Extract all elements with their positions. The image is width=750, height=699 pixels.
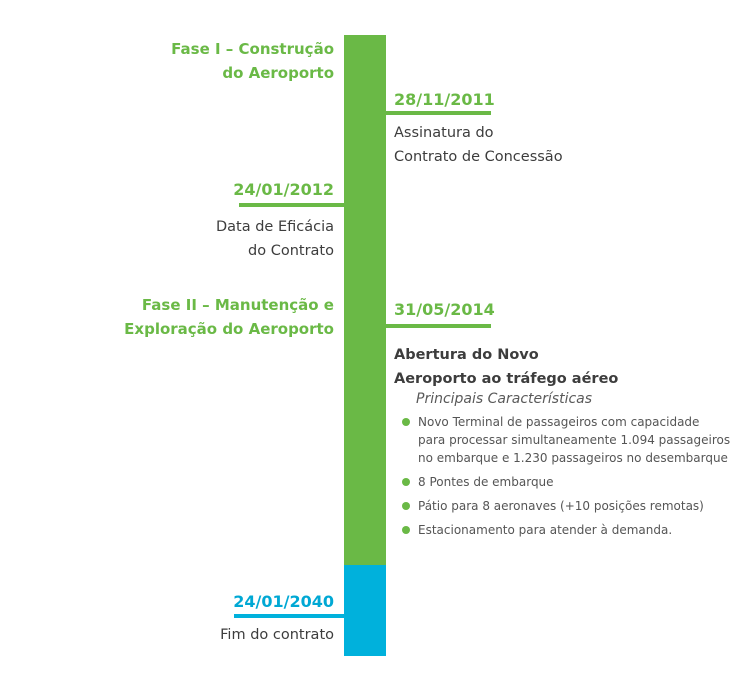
event-2011-text bbox=[394, 121, 563, 169]
date-2014: 31/05/2014 bbox=[394, 300, 495, 319]
feature-text: 8 Pontes de embarque bbox=[418, 475, 554, 489]
feature-text: Estacionamento para atender à demanda. bbox=[418, 523, 673, 537]
bullet-icon bbox=[402, 418, 410, 426]
feature-item bbox=[402, 521, 742, 539]
timeline-bar-phase bbox=[344, 35, 386, 565]
event-2040-text: Fim do contrato bbox=[220, 627, 334, 643]
connector-2040 bbox=[234, 614, 344, 618]
event-2014-line1: Abertura do Novo bbox=[394, 347, 539, 363]
bullet-icon bbox=[402, 526, 410, 534]
connector-2011 bbox=[386, 111, 491, 115]
feature-text: Pátio para 8 aeronaves (+10 posições remotas) bbox=[418, 499, 704, 513]
features-title: Principais Características bbox=[416, 391, 593, 407]
phase-2-line1: Fase II – Manutenção e bbox=[141, 296, 334, 314]
bullet-icon bbox=[402, 478, 410, 486]
timeline-bar-end bbox=[344, 565, 386, 656]
event-2014-line2: Aeroporto ao tráfego aéreo bbox=[394, 371, 619, 387]
date-2012: 24/01/2012 bbox=[233, 180, 334, 199]
feature-item bbox=[402, 413, 742, 467]
phase-1-label bbox=[171, 37, 334, 85]
feature-text: Novo Terminal de passageiros com capacidade para processar simultaneamente 1.094 passageiros no embarque e 1.230 passageiros no desembarque bbox=[418, 415, 731, 465]
date-2011: 28/11/2011 bbox=[394, 90, 495, 109]
event-2011-line2: Contrato de Concessão bbox=[394, 149, 563, 165]
event-2012-line1: Data de Eficácia bbox=[215, 219, 334, 235]
features-list bbox=[402, 413, 742, 545]
connector-2014 bbox=[386, 324, 491, 328]
phase-1-line1: Fase I – Construção bbox=[171, 40, 334, 58]
date-2040: 24/01/2040 bbox=[233, 592, 334, 611]
connector-2012 bbox=[239, 203, 344, 207]
event-2014-text bbox=[394, 343, 618, 391]
phase-2-label bbox=[124, 293, 334, 341]
feature-item bbox=[402, 497, 742, 515]
event-2012-text bbox=[216, 215, 334, 263]
phase-1-line2: do Aeroporto bbox=[222, 64, 334, 82]
bullet-icon bbox=[402, 502, 410, 510]
feature-item bbox=[402, 473, 742, 491]
phase-2-line2: Exploração do Aeroporto bbox=[124, 320, 334, 338]
event-2011-line1: Assinatura do bbox=[394, 125, 494, 141]
event-2012-line2: do Contrato bbox=[248, 243, 334, 259]
